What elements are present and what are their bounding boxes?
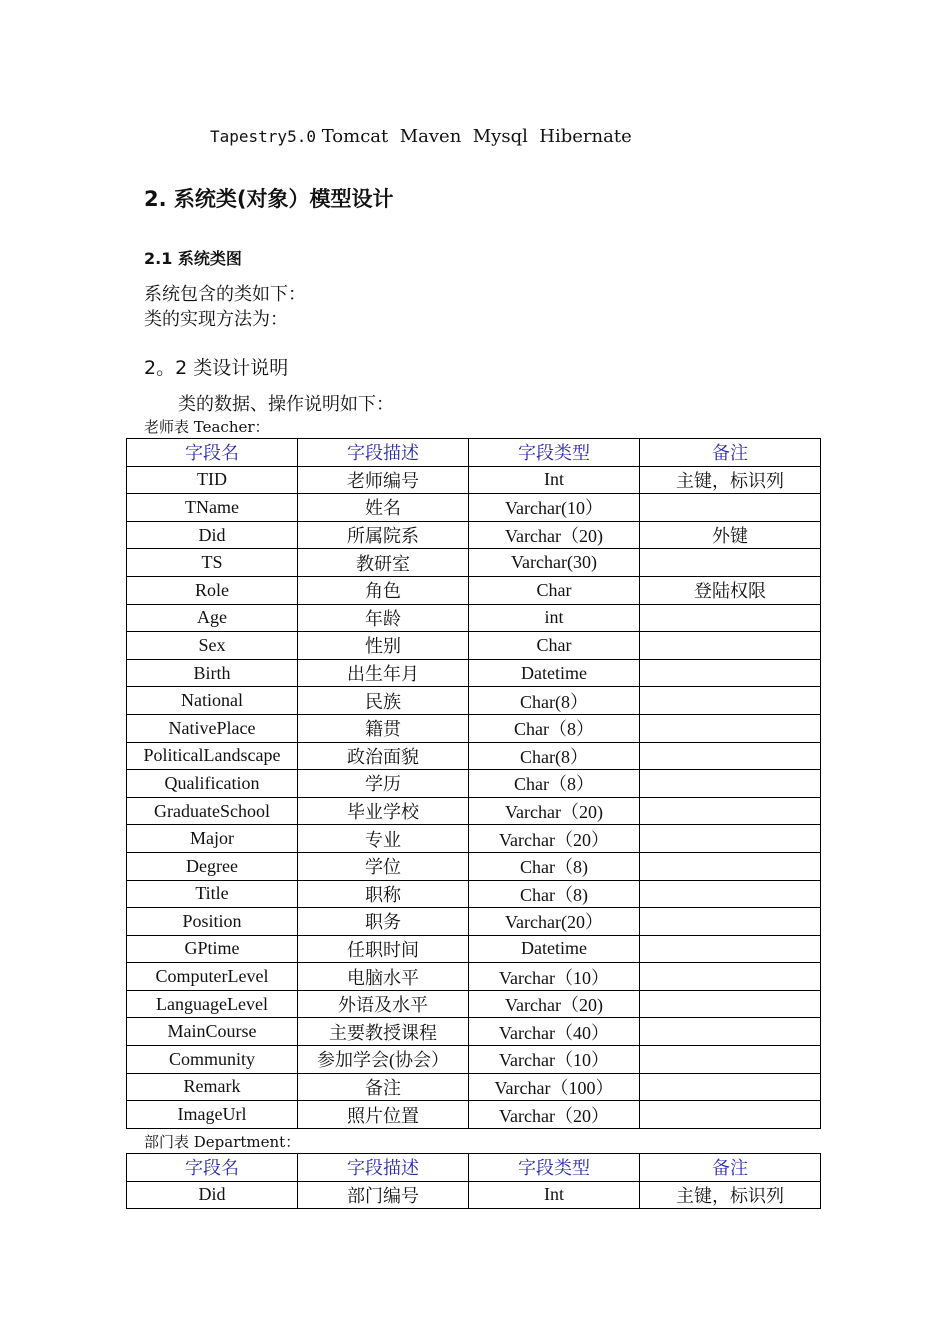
table-row [127,880,821,908]
table-row [127,466,821,494]
table-cell: Role [127,576,298,604]
table-cell: 教研室 [298,549,469,577]
department-table [126,1153,821,1209]
table-cell: 学历 [298,770,469,798]
table-cell: 任职时间 [298,935,469,963]
table-cell: Varchar（20) [469,797,640,825]
table-cell: Varchar（20） [469,825,640,853]
section-heading-2: 2. 系统类(对象）模型设计 [144,187,394,211]
paragraph-class-data: 类的数据、操作说明如下： [178,394,394,415]
table-cell: Remark [127,1073,298,1101]
table-row [127,1101,821,1129]
table-cell: Title [127,880,298,908]
table-cell: 备注 [298,1073,469,1101]
table-cell: TID [127,466,298,494]
table-cell: 角色 [298,576,469,604]
table-cell: Community [127,1046,298,1074]
column-header: 字段名 [127,439,298,467]
table-cell: 政治面貌 [298,742,469,770]
table-cell [640,963,821,991]
table-cell: 参加学会(协会） [298,1046,469,1074]
table-row [127,1018,821,1046]
table-row [127,494,821,522]
table-row [127,825,821,853]
table-cell: Birth [127,659,298,687]
table-cell: Varchar（100） [469,1073,640,1101]
table-cell: GPtime [127,935,298,963]
table-cell: Position [127,908,298,936]
table-header-row [127,1154,821,1182]
table-cell: Int [469,466,640,494]
table-cell [640,604,821,632]
table-row [127,770,821,798]
table-cell: 年龄 [298,604,469,632]
table-row [127,935,821,963]
table-header-row [127,439,821,467]
table-cell: 性别 [298,632,469,660]
teacher-table [126,438,821,1129]
table-cell: 外语及水平 [298,990,469,1018]
table-cell: Varchar(20） [469,908,640,936]
table-cell: National [127,687,298,715]
table-cell [640,687,821,715]
table-cell [640,659,821,687]
table-cell: TS [127,549,298,577]
table-cell: Did [127,521,298,549]
table-row [127,604,821,632]
table-cell [640,880,821,908]
table-cell [640,1046,821,1074]
table-cell: 学位 [298,852,469,880]
table-row [127,908,821,936]
table-cell: Varchar（10） [469,963,640,991]
table-cell: Char（8) [469,880,640,908]
table-cell [640,990,821,1018]
table-cell: Datetime [469,935,640,963]
column-header: 字段类型 [469,439,640,467]
table-cell: 毕业学校 [298,797,469,825]
table-cell: GraduateSchool [127,797,298,825]
table-cell: PoliticalLandscape [127,742,298,770]
table-cell [640,1073,821,1101]
table-cell: 登陆权限 [640,576,821,604]
table-cell: 部门编号 [298,1181,469,1209]
table-cell: Char（8） [469,714,640,742]
table-cell: Varchar(30) [469,549,640,577]
table-row [127,1073,821,1101]
table-row [127,1046,821,1074]
table-cell: Char(8） [469,742,640,770]
table-row [127,852,821,880]
table-cell: 籍贯 [298,714,469,742]
table-cell [640,494,821,522]
table-cell [640,770,821,798]
table-cell: TName [127,494,298,522]
table-row [127,521,821,549]
tech-stack-line [210,126,632,147]
table-row [127,659,821,687]
column-header: 备注 [640,1154,821,1182]
table-cell: 所属院系 [298,521,469,549]
table-cell: Varchar（20） [469,1101,640,1129]
table-cell: 外键 [640,521,821,549]
table-cell: Sex [127,632,298,660]
table-cell: Varchar(10） [469,494,640,522]
table-row [127,632,821,660]
table-cell: Datetime [469,659,640,687]
table-cell: Char [469,632,640,660]
table-cell: ComputerLevel [127,963,298,991]
table-cell: 职称 [298,880,469,908]
table-cell [640,797,821,825]
table-row [127,742,821,770]
tech-stack-tapestry: Tapestry5.0 [210,127,316,146]
department-table-caption: 部门表 Department： [144,1133,301,1151]
table-row [127,990,821,1018]
table-cell: Char [469,576,640,604]
table-row [127,576,821,604]
table-cell: 电脑水平 [298,963,469,991]
table-cell: Char（8） [469,770,640,798]
table-cell: Varchar（10） [469,1046,640,1074]
table-cell: 主键，标识列 [640,466,821,494]
table-cell: Age [127,604,298,632]
column-header: 字段描述 [298,1154,469,1182]
column-header: 字段名 [127,1154,298,1182]
table-cell [640,1101,821,1129]
table-cell: LanguageLevel [127,990,298,1018]
table-cell: 专业 [298,825,469,853]
table-cell: 老师编号 [298,466,469,494]
table-cell: Varchar（40） [469,1018,640,1046]
table-cell [640,742,821,770]
table-row [127,714,821,742]
table-cell: 照片位置 [298,1101,469,1129]
table-cell: Varchar（20) [469,521,640,549]
table-cell: Char（8) [469,852,640,880]
table-cell [640,825,821,853]
table-cell: 职务 [298,908,469,936]
column-header: 备注 [640,439,821,467]
table-row [127,687,821,715]
table-cell: ImageUrl [127,1101,298,1129]
table-cell: Qualification [127,770,298,798]
table-cell: 民族 [298,687,469,715]
table-row [127,797,821,825]
table-row [127,549,821,577]
table-cell [640,632,821,660]
column-header: 字段描述 [298,439,469,467]
table-cell: Int [469,1181,640,1209]
table-cell: 出生年月 [298,659,469,687]
table-cell: Major [127,825,298,853]
table-row [127,963,821,991]
table-cell [640,1018,821,1046]
section-heading-2-1: 2.1 系统类图 [144,249,242,268]
table-cell [640,908,821,936]
table-cell: NativePlace [127,714,298,742]
table-cell [640,935,821,963]
table-cell: int [469,604,640,632]
tech-stack-rest: Tomcat Maven Mysql Hibernate [321,126,632,147]
table-cell: 姓名 [298,494,469,522]
table-cell: Degree [127,852,298,880]
section-heading-2-2: 2。2 类设计说明 [144,357,289,379]
table-cell [640,549,821,577]
paragraph-implementation: 类的实现方法为： [144,309,288,330]
teacher-table-caption: 老师表 Teacher： [144,418,270,436]
table-cell: Varchar（20) [469,990,640,1018]
table-cell: Did [127,1181,298,1209]
table-cell [640,852,821,880]
table-cell: MainCourse [127,1018,298,1046]
table-cell [640,714,821,742]
table-row [127,1181,821,1209]
table-cell: 主键，标识列 [640,1181,821,1209]
table-cell: 主要教授课程 [298,1018,469,1046]
table-cell: Char(8） [469,687,640,715]
column-header: 字段类型 [469,1154,640,1182]
paragraph-classes: 系统包含的类如下： [144,284,306,305]
